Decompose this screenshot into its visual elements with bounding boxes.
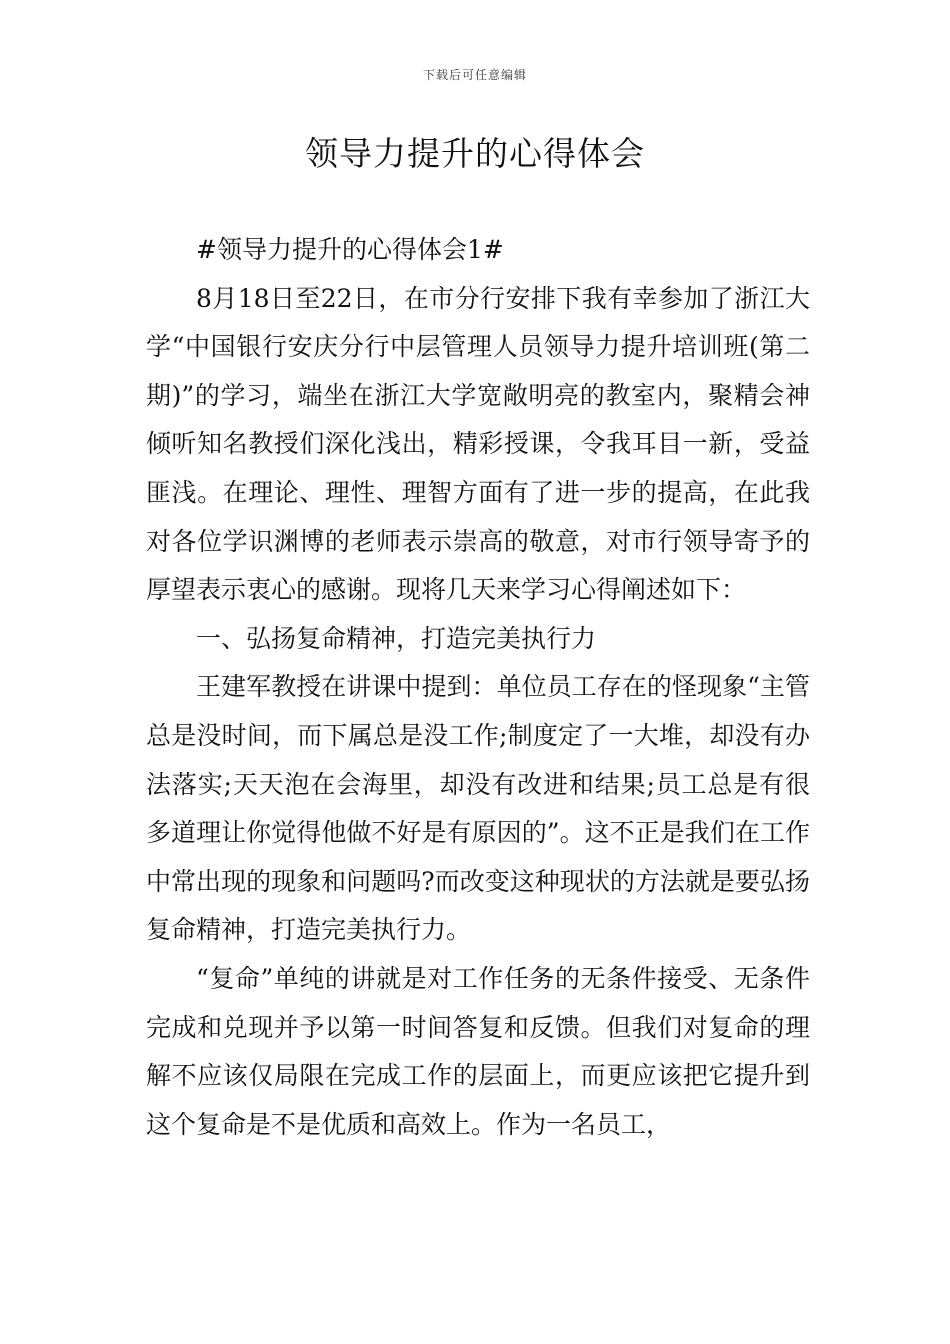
subsection-heading: 一、弘扬复命精神，打造完美执行力 <box>196 623 597 653</box>
body-paragraph: 王建军教授在讲课中提到：单位员工存在的怪现象“主管总是没时间，而下属总是没工作;制度定了一大堆，却没有办法落实;天天泡在会海里，却没有改进和结果;员工总是有很多道理让你觉得他做不好是有原因的”。这不正是我们在工作中常出现的现象和问题吗?而改变这种现状的方法就是要弘扬复命精神，打造完美执行力。 <box>146 672 810 945</box>
document-title: 领导力提升的心得体会 <box>305 134 645 173</box>
document-body <box>146 226 810 1149</box>
header-note: 下载后可任意编辑 <box>422 68 527 82</box>
body-paragraph: 8月18日至22日，在市分行安排下我有幸参加了浙江大学“中国银行安庆分行中层管理人员领导力提升培训班(第二期)”的学习，端坐在浙江大学宽敞明亮的教室内，聚精会神倾听知名教授们深化浅出，精彩授课，令我耳目一新，受益匪浅。在理论、理性、理智方面有了进一步的提高，在此我对各位学识渊博的老师表示崇高的敬意，对市行领导寄予的厚望表示衷心的感谢。现将几天来学习心得阐述如下： <box>146 283 810 605</box>
body-paragraph: “复命”单纯的讲就是对工作任务的无条件接受、无条件完成和兑现并予以第一时间答复和反馈。但我们对复命的理解不应该仅局限在完成工作的层面上，而更应该把它提升到这个复命是不是优质和高效上。作为一名员工， <box>146 963 810 1139</box>
section-heading: #领导力提升的心得体会1# <box>196 235 504 264</box>
